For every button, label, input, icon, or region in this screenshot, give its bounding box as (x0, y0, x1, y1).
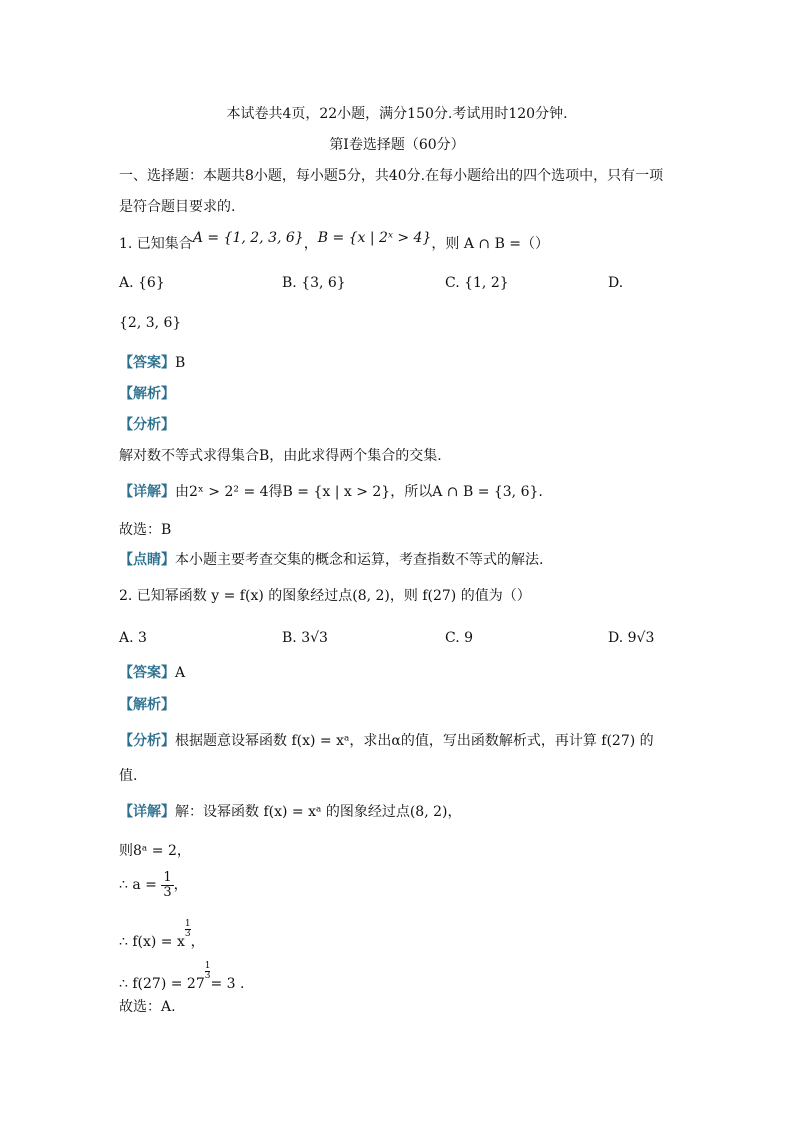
q1-option-d: D. (608, 275, 624, 291)
q1-option-c: C. {1, 2} (445, 275, 509, 291)
q2-choose: 故选：A. (119, 999, 176, 1015)
q1-choose: 故选：B (119, 522, 172, 538)
q2-option-a: A. 3 (119, 630, 147, 646)
q2-stem: 2. 已知幂函数 y = f(x) 的图象经过点(8, 2)，则 f(27) 的值为（） (119, 588, 531, 604)
q2-step2-prefix: ∴ a = (119, 877, 157, 893)
exam-intro: 本试卷共4页，22小题，满分150分.考试用时120分钟. (226, 106, 568, 122)
q2-step4 (119, 962, 244, 996)
q1-option-d-value: {2, 3, 6} (119, 315, 182, 331)
q1-answer (119, 353, 185, 373)
q1-sep: ， (303, 236, 318, 252)
q1-option-a: A. {6} (119, 275, 165, 291)
q2-step3 (119, 920, 205, 954)
q2-fenxi-cont: 值. (119, 768, 138, 784)
q1-analysis-tag: 【解析】 (119, 386, 175, 402)
q2-step2-num: 1 (163, 869, 172, 885)
section-heading-line1: 一、选择题：本题共8小题，每小题5分，共40分.在每小题给出的四个选项中，只有一项 (119, 168, 664, 184)
q2-step2-suffix: ， (173, 877, 188, 893)
q2-step4-exp-num: 1 (204, 961, 211, 971)
q2-option-b: B. 3√3 (282, 630, 328, 646)
q1-detail-tag: 【详解】 (119, 484, 175, 500)
q2-step3-exp-num: 1 (184, 919, 191, 929)
q2-step3-prefix: ∴ f(x) = x (119, 934, 185, 950)
q2-fenxi (119, 731, 654, 751)
q1-stem-end: ，则 A ∩ B =（） (431, 236, 550, 252)
q1-comment (119, 550, 543, 570)
q1-set-a: A = {1, 2, 3, 6} (192, 230, 304, 246)
q2-step3-suffix: ， (190, 934, 205, 950)
q2-step4-exp-den: 3 (204, 971, 211, 981)
q2-step2-fraction (161, 871, 173, 900)
q1-stem (119, 230, 550, 254)
q2-step3-exp-den: 3 (184, 929, 191, 939)
q1-fenxi-tag: 【分析】 (119, 417, 175, 433)
q1-detail-text: 由2ˣ > 2² = 4得B = {x | x > 2}，所以A ∩ B = {3, 6}. (175, 484, 543, 500)
q2-detail-text: 解：设幂函数 f(x) = xᵃ 的图象经过点(8, 2)， (175, 804, 462, 820)
q1-answer-tag: 【答案】 (119, 355, 175, 371)
q1-stem-start: 1. 已知集合 (119, 236, 193, 252)
q1-set-b: B = {x | 2ˣ > 4} (317, 230, 432, 246)
q2-option-d: D. 9√3 (608, 630, 655, 646)
q2-step4-suffix: = 3 . (210, 976, 245, 992)
q1-option-b: B. {3, 6} (282, 275, 346, 291)
q1-fenxi-text: 解对数不等式求得集合B，由此求得两个集合的交集. (119, 448, 442, 464)
q2-fenxi-tag: 【分析】 (119, 733, 175, 749)
q1-detail (119, 482, 543, 502)
q2-step1: 则8ᵃ = 2， (119, 843, 191, 859)
q2-option-c: C. 9 (445, 630, 474, 646)
q2-answer-value: A (175, 665, 186, 681)
q2-fenxi-text: 根据题意设幂函数 f(x) = xᵃ，求出α的值，写出函数解析式，再计算 f(27) 的 (175, 733, 654, 749)
q2-answer-tag: 【答案】 (119, 665, 175, 681)
q1-answer-value: B (175, 355, 186, 371)
q2-analysis-tag: 【解析】 (119, 697, 175, 713)
q2-step4-prefix: ∴ f(27) = 27 (119, 976, 205, 992)
q2-answer (119, 663, 185, 683)
q2-detail (119, 802, 461, 822)
section-heading-line2: 是符合题目要求的. (119, 199, 236, 215)
q1-comment-tag: 【点睛】 (119, 552, 175, 568)
q1-comment-text: 本小题主要考查交集的概念和运算，考查指数不等式的解法. (175, 552, 544, 568)
q2-step2 (119, 870, 188, 900)
q2-detail-tag: 【详解】 (119, 804, 175, 820)
q2-step2-den: 3 (163, 884, 172, 900)
part-title: 第Ⅰ卷选择题（60分） (329, 137, 465, 153)
